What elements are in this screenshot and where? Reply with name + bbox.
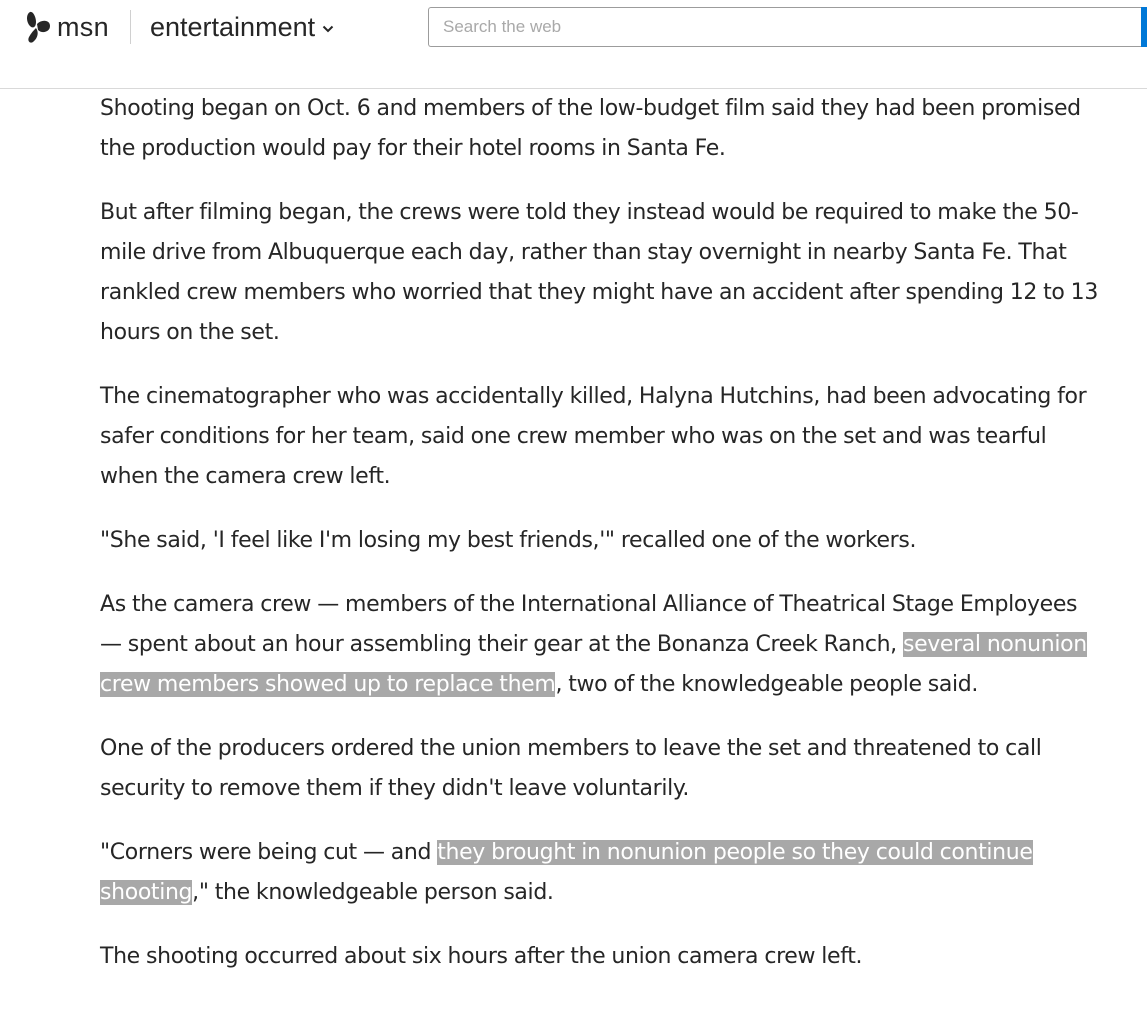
paragraph-text: , two of the knowledgeable people said. [555, 672, 979, 697]
paragraph-text: The shooting occurred about six hours after the union camera crew left. [100, 944, 863, 969]
vertical-label: entertainment [150, 11, 316, 42]
paragraph-text: One of the producers ordered the union members to leave the set and threatened to call security to remove them if they didn't leave voluntarily. [100, 736, 1042, 801]
butterfly-icon [24, 10, 52, 44]
article-paragraph [100, 89, 1100, 169]
search-input[interactable] [429, 8, 1129, 46]
logo-text: msn [57, 11, 109, 42]
article-paragraph [100, 193, 1100, 353]
paragraph-text: Shooting began on Oct. 6 and members of the low-budget film said they had been promised the production would pay for their hotel rooms in Santa Fe. [100, 96, 1081, 161]
paragraph-text: The cinematographer who was accidentally killed, Halyna Hutchins, had been advocating for safer conditions for her team, said one crew member who was on the set and was tearful when the camera crew left. [100, 384, 1087, 489]
article-paragraph [100, 585, 1100, 705]
vertical-dropdown[interactable] [150, 10, 334, 44]
chevron-down-icon [322, 25, 334, 33]
paragraph-text: "She said, 'I feel like I'm losing my best friends,'" recalled one of the workers. [100, 528, 917, 553]
highlighted-text: several nonunion crew members showed up to replace them [100, 632, 1087, 697]
header-divider [130, 10, 131, 44]
msn-logo[interactable] [24, 10, 109, 44]
article-paragraph [100, 937, 1100, 977]
search-box [428, 7, 1147, 47]
paragraph-text: "Corners were being cut — and [100, 840, 438, 865]
site-header [0, 0, 1147, 89]
article-body [100, 89, 1100, 1001]
search-button[interactable] [1141, 7, 1147, 47]
article-paragraph [100, 377, 1100, 497]
article-paragraph [100, 729, 1100, 809]
paragraph-text: ," the knowledgeable person said. [192, 880, 554, 905]
article-paragraph [100, 521, 1100, 561]
article-paragraph [100, 833, 1100, 913]
highlighted-text: they brought in nonunion people so they could continue shooting [100, 840, 1033, 905]
paragraph-text: As the camera crew — members of the International Alliance of Theatrical Stage Employees — spent about an hour assembling their gear at the Bonanza Creek Ranch, [100, 592, 1078, 657]
paragraph-text: But after filming began, the crews were told they instead would be required to make the 50-mile drive from Albuquerque each day, rather than stay overnight in nearby Santa Fe. That rankled crew members who worried that they might have an accident after spending 12 to 13 hours on the set. [100, 200, 1098, 345]
